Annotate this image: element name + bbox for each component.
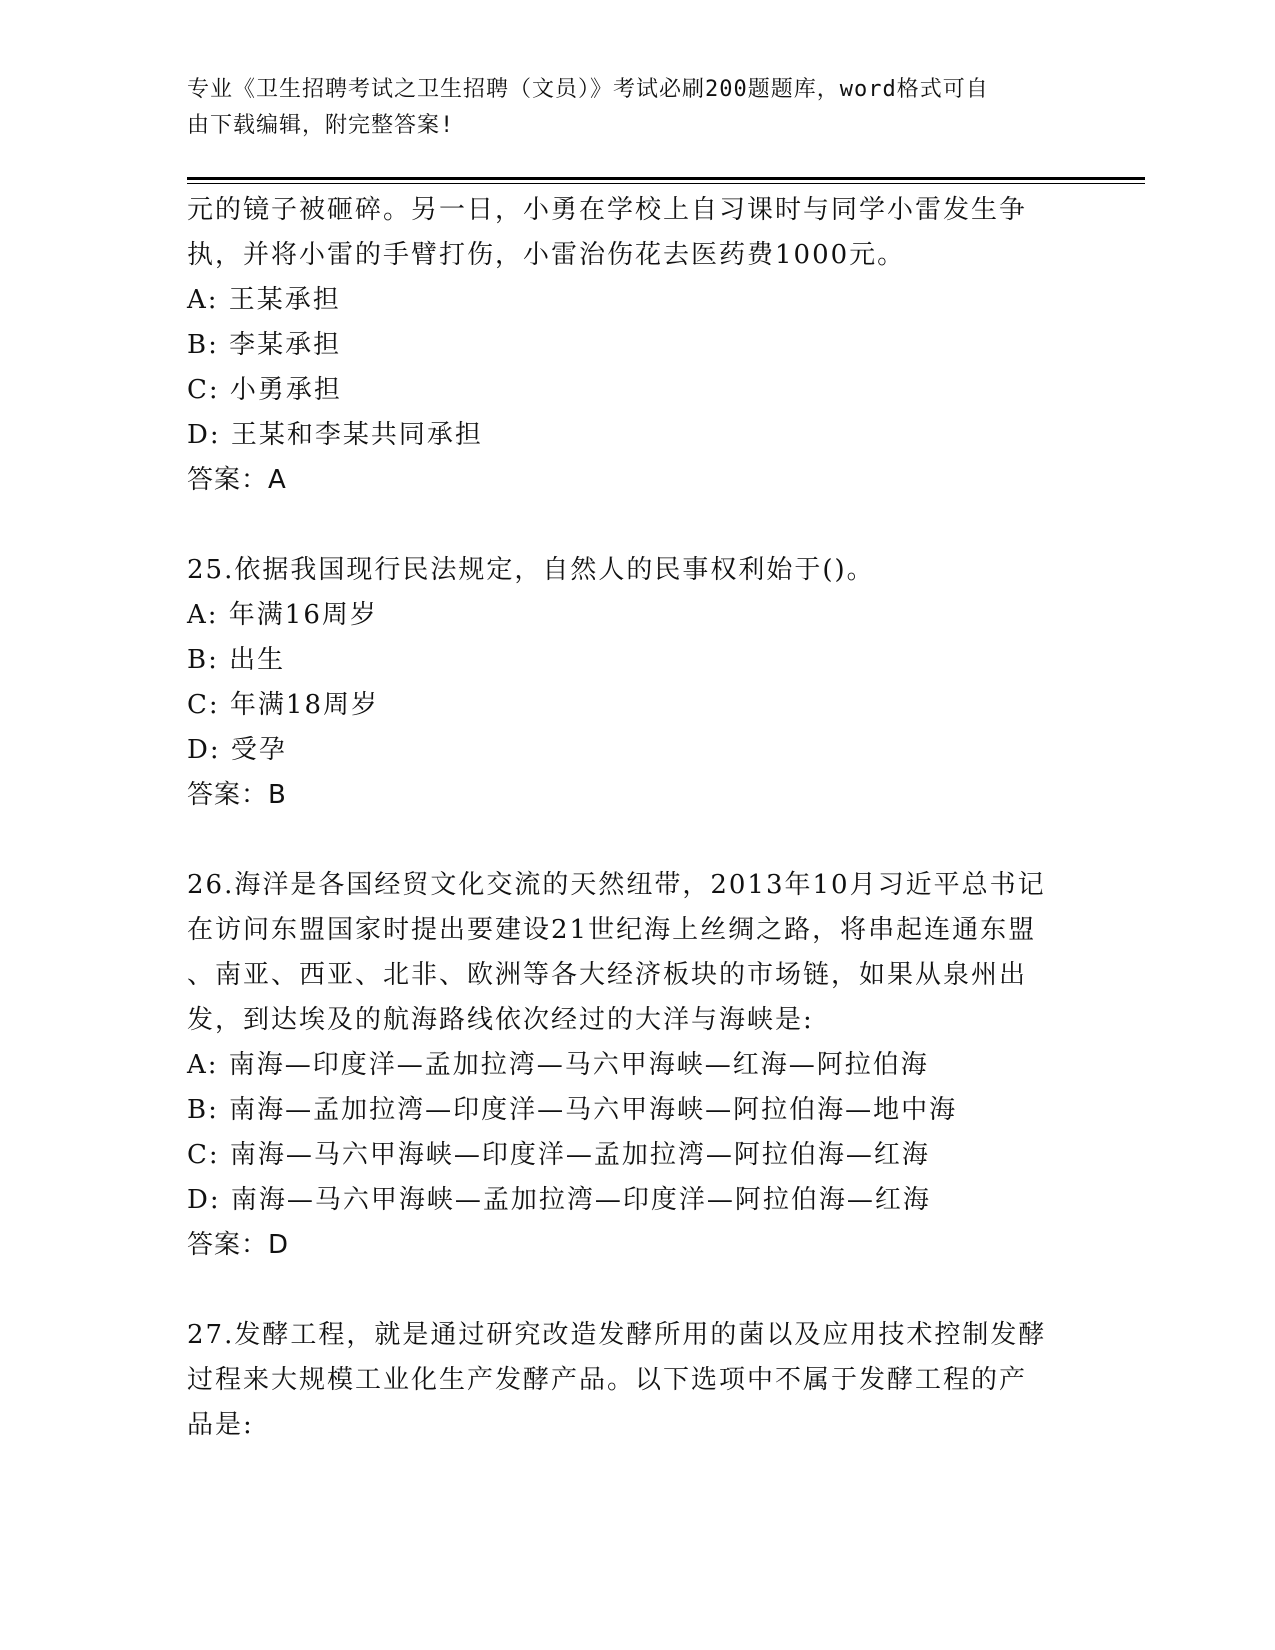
option-a: A: 年满16周岁 [187,600,378,630]
header-rule-thin [187,183,1145,184]
option-a: A: 王某承担 [187,285,341,315]
header-rule-thick [187,177,1145,180]
option-d: D: 受孕 [187,735,287,765]
option-b: B: 南海—孟加拉湾—印度洋—马六甲海峡—阿拉伯海—地中海 [187,1095,958,1125]
header-line-1: 专业《卫生招聘考试之卫生招聘（文员）》考试必刷200题题库，word格式可自 [187,77,989,102]
answer-line: 答案：A [187,465,287,495]
answer-line: 答案：D [187,1230,290,1260]
question-24-continuation [187,188,1087,503]
option-b: B: 出生 [187,645,286,675]
option-c: C: 小勇承担 [187,375,342,405]
page-header [187,72,1067,144]
question-25 [187,548,1087,818]
spacer [187,818,1087,863]
option-d: D: 南海—马六甲海峡—孟加拉湾—印度洋—阿拉伯海—红海 [187,1185,931,1215]
question-text-line: 26.海洋是各国经贸文化交流的天然纽带，2013年10月习近平总书记 [187,870,1046,900]
question-text-line: 元的镜子被砸碎。另一日，小勇在学校上自习课时与同学小雷发生争 [187,195,1028,225]
question-27 [187,1313,1087,1448]
question-text-line: 发，到达埃及的航海路线依次经过的大洋与海峡是: [187,1005,814,1035]
questions-content [187,188,1087,1448]
question-text-line: 过程来大规模工业化生产发酵产品。以下选项中不属于发酵工程的产 [187,1365,1028,1395]
answer-line: 答案：B [187,780,287,810]
question-text-line: 执，并将小雷的手臂打伤，小雷治伤花去医药费1000元。 [187,240,906,270]
option-c: C: 年满18周岁 [187,690,380,720]
question-text-line: 在访问东盟国家时提出要建设21世纪海上丝绸之路，将串起连通东盟 [187,915,1037,945]
question-text-line: 、南亚、西亚、北非、欧洲等各大经济板块的市场链，如果从泉州出 [187,960,1028,990]
question-text-line: 品是: [187,1410,254,1440]
question-text-line: 25.依据我国现行民法规定，自然人的民事权利始于()。 [187,555,875,585]
spacer [187,1268,1087,1313]
option-b: B: 李某承担 [187,330,342,360]
option-a: A: 南海—印度洋—孟加拉湾—马六甲海峡—红海—阿拉伯海 [187,1050,929,1080]
question-text-line: 27.发酵工程，就是通过研究改造发酵所用的菌以及应用技术控制发酵 [187,1320,1047,1350]
option-c: C: 南海—马六甲海峡—印度洋—孟加拉湾—阿拉伯海—红海 [187,1140,930,1170]
spacer [187,503,1087,548]
question-26 [187,863,1087,1268]
header-line-2: 由下载编辑，附完整答案! [187,113,455,138]
option-d: D: 王某和李某共同承担 [187,420,483,450]
